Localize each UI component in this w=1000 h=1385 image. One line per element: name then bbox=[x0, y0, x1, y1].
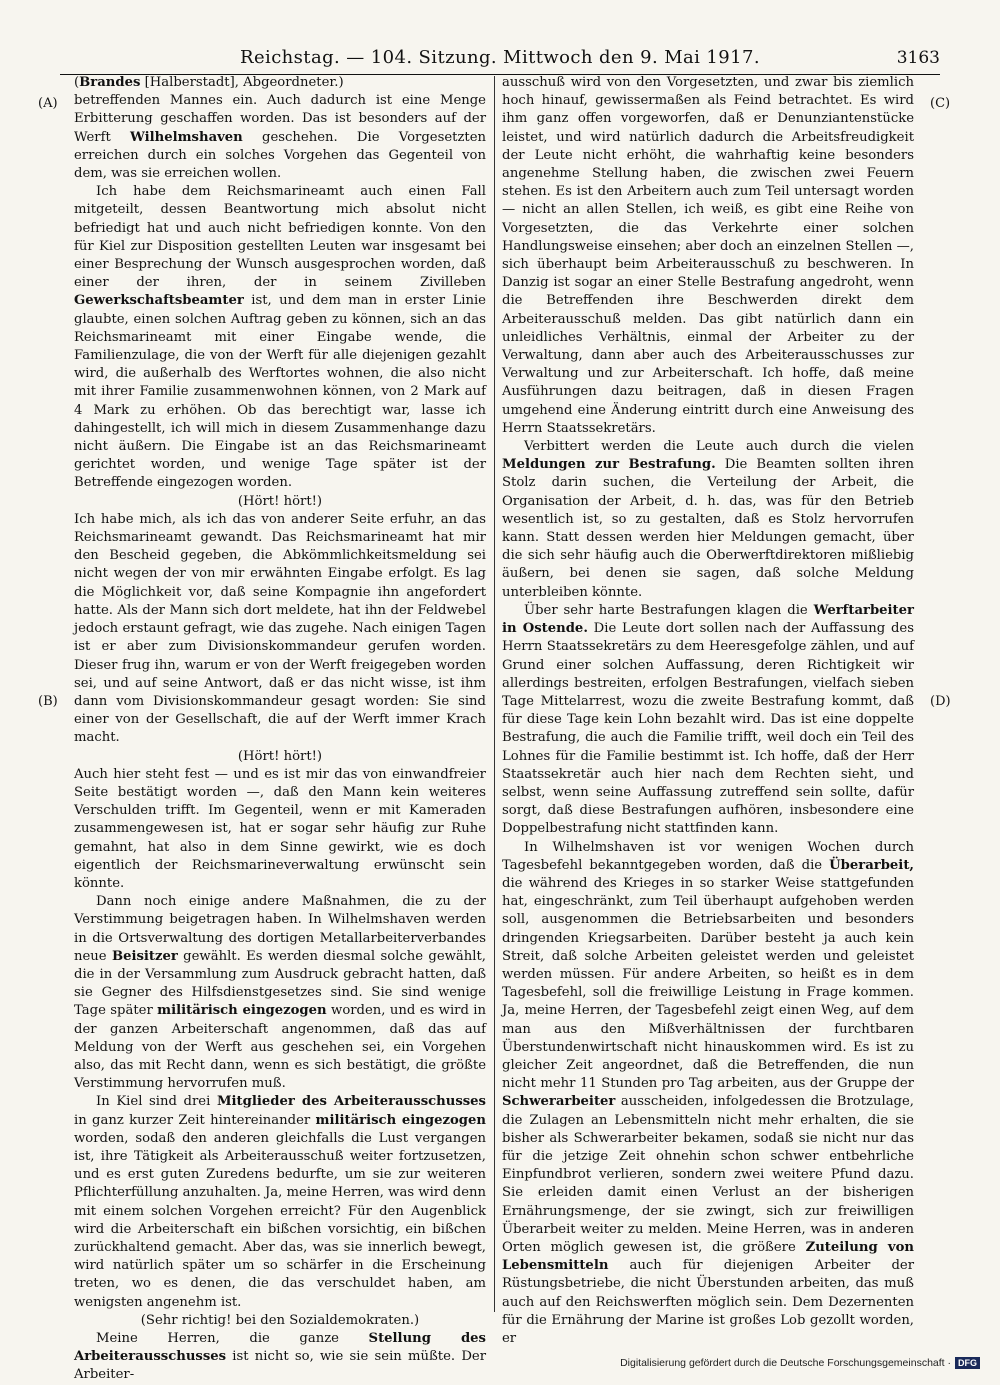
interjection: (Sehr richtig! bei den Sozialdemokraten.) bbox=[140, 1312, 420, 1328]
page-number: 3163 bbox=[896, 48, 940, 68]
margin-marker-b: (B) bbox=[38, 694, 58, 709]
left-column bbox=[74, 74, 486, 1385]
paragraph: Über sehr harte Bestrafungen klagen die Werftarbeiter in Ostende. Die Leute dort sollen nach der Auffassung des Herrn Staatssekretärs zu dem Heeresgefolge zählen, und auf Grund einer solchen Auffassung, deren Richtigkeit wir allerdings bestreiten, erfolgen Bestrafungen, vielfach sieben Tage Mittelarrest, wozu die zweite Bestrafung kommt, daß für diese Tage kein Lohn bezahlt wird. Das ist eine doppelte Bestrafung, die auch die Familie trifft, weil doch ein Teil des Lohnes für die Familie bestimmt ist. Ich hoffe, daß der Herr Staatssekretär auch hier nach dem Rechten sieht, und selbst, wenn seine Auffassung zutreffend sein sollte, dafür sorgt, daß diese Bestrafungen aufhören, insbesondere eine Doppelbestrafung nicht stattfinden kann. bbox=[502, 602, 914, 837]
paragraph: In Wilhelmshaven ist vor wenigen Wochen durch Tagesbefehl bekanntgegeben worden, daß die Überarbeit, die während des Krieges in so starker Weise stattgefunden hat, eingeschränkt, zum Teil überhaupt aufgehoben werden soll, ausgenommen die Betriebsarbeiten und besonders dringenden Kriegsarbeiten. Darüber besteht ja auch kein Streit, daß solche Arbeiten geleistet werden und geleistet werden müssen. Für andere Arbeiten, so heißt es in dem Tagesbefehl, soll die freiwillige Leistung in Frage kommen. Ja, meine Herren, der Tagesbefehl zeigt einen Weg, auf dem man aus den Mißverhältnissen der furchtbaren Überstundenwirtschaft nicht hinauskommen wird. Es ist zu gleicher Zeit angeordnet, daß die Betreffenden, die nun nicht mehr 11 Stunden pro Tag arbeiten, aus der Gruppe der Schwerarbeiter ausscheiden, infolgedessen die Brotzulage, die Zulagen an Lebensmitteln nicht mehr erhalten, die sie bisher als Schwerarbeiter bekamen, sodaß sie nicht nur das für die jetzige Zeit ohnehin schon schwer entbehrliche Einpfundbrot verlieren, sondern zwei weitere Pfund dazu. Sie erleiden damit einen Verlust an der bisherigen Ernährungsmenge, der sie zwingt, sich zur freiwilligen Überarbeit weiter zu melden. Meine Herren, was in anderen Orten möglich gewesen ist, die größere Zuteilung von Lebensmitteln auch für diejenigen Arbeiter der Rüstungsbetriebe, die nicht Überstunden arbeiten, das muß auch auf den Reichswerften möglich sein. Dem Dezernenten für die Ernährung der Marine ist großes Lob gezollt worden, er bbox=[502, 839, 914, 1347]
footer bbox=[620, 1357, 980, 1369]
dfg-logo: DFG bbox=[955, 1357, 980, 1369]
footer-credit: Digitalisierung gefördert durch die Deutsche Forschungsgemeinschaft · bbox=[620, 1357, 951, 1369]
page-header bbox=[60, 38, 940, 75]
margin-marker-a: (A) bbox=[38, 96, 58, 111]
paragraph: In Kiel sind drei Mitglieder des Arbeiterausschusses in ganz kurzer Zeit hintereinander militärisch eingezogen worden, sodaß den anderen gleichfalls die Lust vergangen ist, ihre Tätigkeit als Arbeiterausschuß weiter fortzusetzen, und es erst guten Zuredens bedurfte, um sie zur weiteren Pflichterfüllung anzuhalten. Ja, meine Herren, was wird denn mit einem solchen Vorgehen erreicht? Für den Augenblick wird die Arbeiterschaft ein bißchen vorsichtig, ein bißchen zurückhaltend gemacht. Aber das, was sie innerlich bewegt, wird natürlich später um so schärfer in die Erscheinung treten, wo es denen, die das verschuldet haben, am wenigsten angenehm ist. bbox=[74, 1094, 486, 1310]
paragraph: Dann noch einige andere Maßnahmen, die zu der Verstimmung beigetragen haben. In Wilhelmshaven werden in die Ortsverwaltung des dortigen Metallarbeiterverbandes neue Beisitzer gewählt. Es werden diesmal solche gewählt, die in der Versammlung zum Ausdruck gebracht hatten, daß sie Gegner des Hilfsdienstgesetzes sind. Sie sind wenige Tage später militärisch eingezogen worden, und es wird in der ganzen Arbeiterschaft angenommen, daß das auf Meldung von der Werft aus geschehen sei, ein Vorgehen also, das mit Recht dann, wenn es sich bestätigt, die größte Verstimmung hervorrufen muß. bbox=[74, 894, 487, 1092]
paragraph: Meine Herren, die ganze Stellung des Arbeiterausschusses ist nicht so, wie sie sein müßte. Der Arbeiter- bbox=[74, 1331, 486, 1383]
margin-marker-c: (C) bbox=[930, 96, 951, 111]
paragraph: ausschuß wird von den Vorgesetzten, und zwar bis ziemlich hoch hinauf, gewissermaßen als Feind betrachtet. Es wird ihm ganz offen vorgeworfen, daß er Denunziantenstücke leistet, und wird natürlich dadurch die Arbeitsfreudigkeit der Leute nicht erhöht, die wahrhaftig keine besonders angenehme Stellung haben, die zwischen zwei Feuern stehen. Es ist den Arbeitern auch zum Teil untersagt worden — nicht an allen Stellen, ich weiß, es gibt eine Reihe von Vorgesetzten, die das Verkehrte einer solchen Handlungsweise einsehen; aber doch an einzelnen Stellen —, sich überhaupt beim Arbeiterausschuß zu beschweren. In Danzig ist sogar an einer Stelle Bestrafung angedroht, wenn die Betreffenden ihre Beschwerden direkt dem Arbeiterausschuß melden. Das gibt natürlich dann ein unleidliches Verhältnis, einmal der Arbeiter zu der Verwaltung, dann aber auch des Arbeiterausschusses zur Verwaltung und zur Arbeiterschaft. Ich hoffe, daß meine Ausführungen dazu beitragen, daß in diesen Fragen umgehend eine Änderung eintritt durch eine Anweisung des Herrn Staatssekretärs. bbox=[502, 75, 914, 436]
header-title: Reichstag. — 104. Sitzung. Mittwoch den 9. Mai 1917. bbox=[240, 47, 760, 68]
paragraph: Auch hier steht fest — und es ist mir das von einwandfreier Seite bestätigt worden —, daß den Mann kein weiteres Verschulden trifft. Im Gegenteil, wenn er mit Kameraden zusammengewesen ist, hat er sogar sehr häufig zur Ruhe gemahnt, hat also in dem Sinne gewirkt, wie es doch eigentlich der Reichsmarineverwaltung erwünscht sein könnte. bbox=[74, 766, 486, 891]
paragraph: Ich habe dem Reichsmarineamt auch einen Fall mitgeteilt, dessen Beantwortung mich absolut nicht befriedigt hat und auch nicht befriedigen konnte. Von den für Kiel zur Disposition gestellten Leuten war insgesamt bei einer Besprechung der Wunsch ausgesprochen worden, daß einer der ihren, der in seinem Zivilleben Gewerkschaftsbeamter ist, und dem man in erster Linie glaubte, einen solchen Auftrag geben zu können, sich an das Reichsmarineamt mit einer Eingabe wende, die Familienzulage, die von der Werft für alle diejenigen gezahlt wird, die außerhalb des Werftortes wohnen, die also nicht mit ihrer Familie zusammenwohnen können, von 2 Mark auf 4 Mark zu erhöhen. Ob das berechtigt war, lasse ich dahingestellt, ich will mich in diesem Zusammenhange dazu nicht äußern. Die Eingabe ist an das Reichsmarineamt gerichtet worden, und wenige Tage später ist der Betreffende eingezogen worden. bbox=[74, 184, 486, 491]
paragraph: betreffenden Mannes ein. Auch dadurch ist eine Menge Erbitterung geschaffen worden. Das ist besonders auf der Werft Wilhelmshaven geschehen. Die Vorgesetzten erreichen durch ein solches Vorgehen das Gegenteil von dem, was sie erreichen wollen. bbox=[74, 93, 486, 182]
interjection: (Hört! hört!) bbox=[237, 748, 323, 764]
interjection: (Hört! hört!) bbox=[237, 493, 323, 509]
speaker-role: [Halberstadt], Abgeordneter.) bbox=[144, 75, 344, 90]
margin-marker-d: (D) bbox=[930, 694, 951, 709]
right-column bbox=[502, 74, 914, 1348]
speaker-line: (Brandes [Halberstadt], Abgeordneter.) bbox=[74, 75, 344, 90]
paragraph: Ich habe mich, als ich das von anderer Seite erfuhr, an das Reichsmarineamt gewandt. Das Reichsmarineamt hat mir den Bescheid gegeben, die Abkömmlichkeitsmeldung sei nicht wegen der von mir erwähnten Eingabe erfolgt. Es lag die Möglichkeit vor, daß seine Kompagnie ihn angefordert hatte. Als der Mann sich dort meldete, hat ihn der Feldwebel jedoch erstaunt gefragt, wie das zugehe. Nach einigen Tagen ist er aber zum Divisionskommandeur gerufen worden. Dieser frug ihn, warum er von der Werft freigegeben worden sei, und auf seine Antwort, daß er das nicht wisse, ist ihm dann vom Divisionskommandeur gesagt worden: Sie sind einer von der Gesellschaft, die auf der Werft immer Krach macht. bbox=[74, 511, 486, 746]
speaker-name: Brandes bbox=[79, 75, 141, 90]
paragraph: Verbittert werden die Leute auch durch die vielen Meldungen zur Bestrafung. Die Beamten sollten ihren Stolz darin suchen, die Verteilung der Arbeit, die Organisation der Arbeit, d. h. das, was für den Betrieb wesentlich ist, so zu gestalten, daß es Stolz hervorrufen kann. Statt dessen werden hier Meldungen gemacht, über die sich sehr häufig auch die Oberwerftdirektoren mißliebig äußern, bei denen sie sagen, daß solche Meldung unterbleiben könnte. bbox=[502, 439, 914, 600]
